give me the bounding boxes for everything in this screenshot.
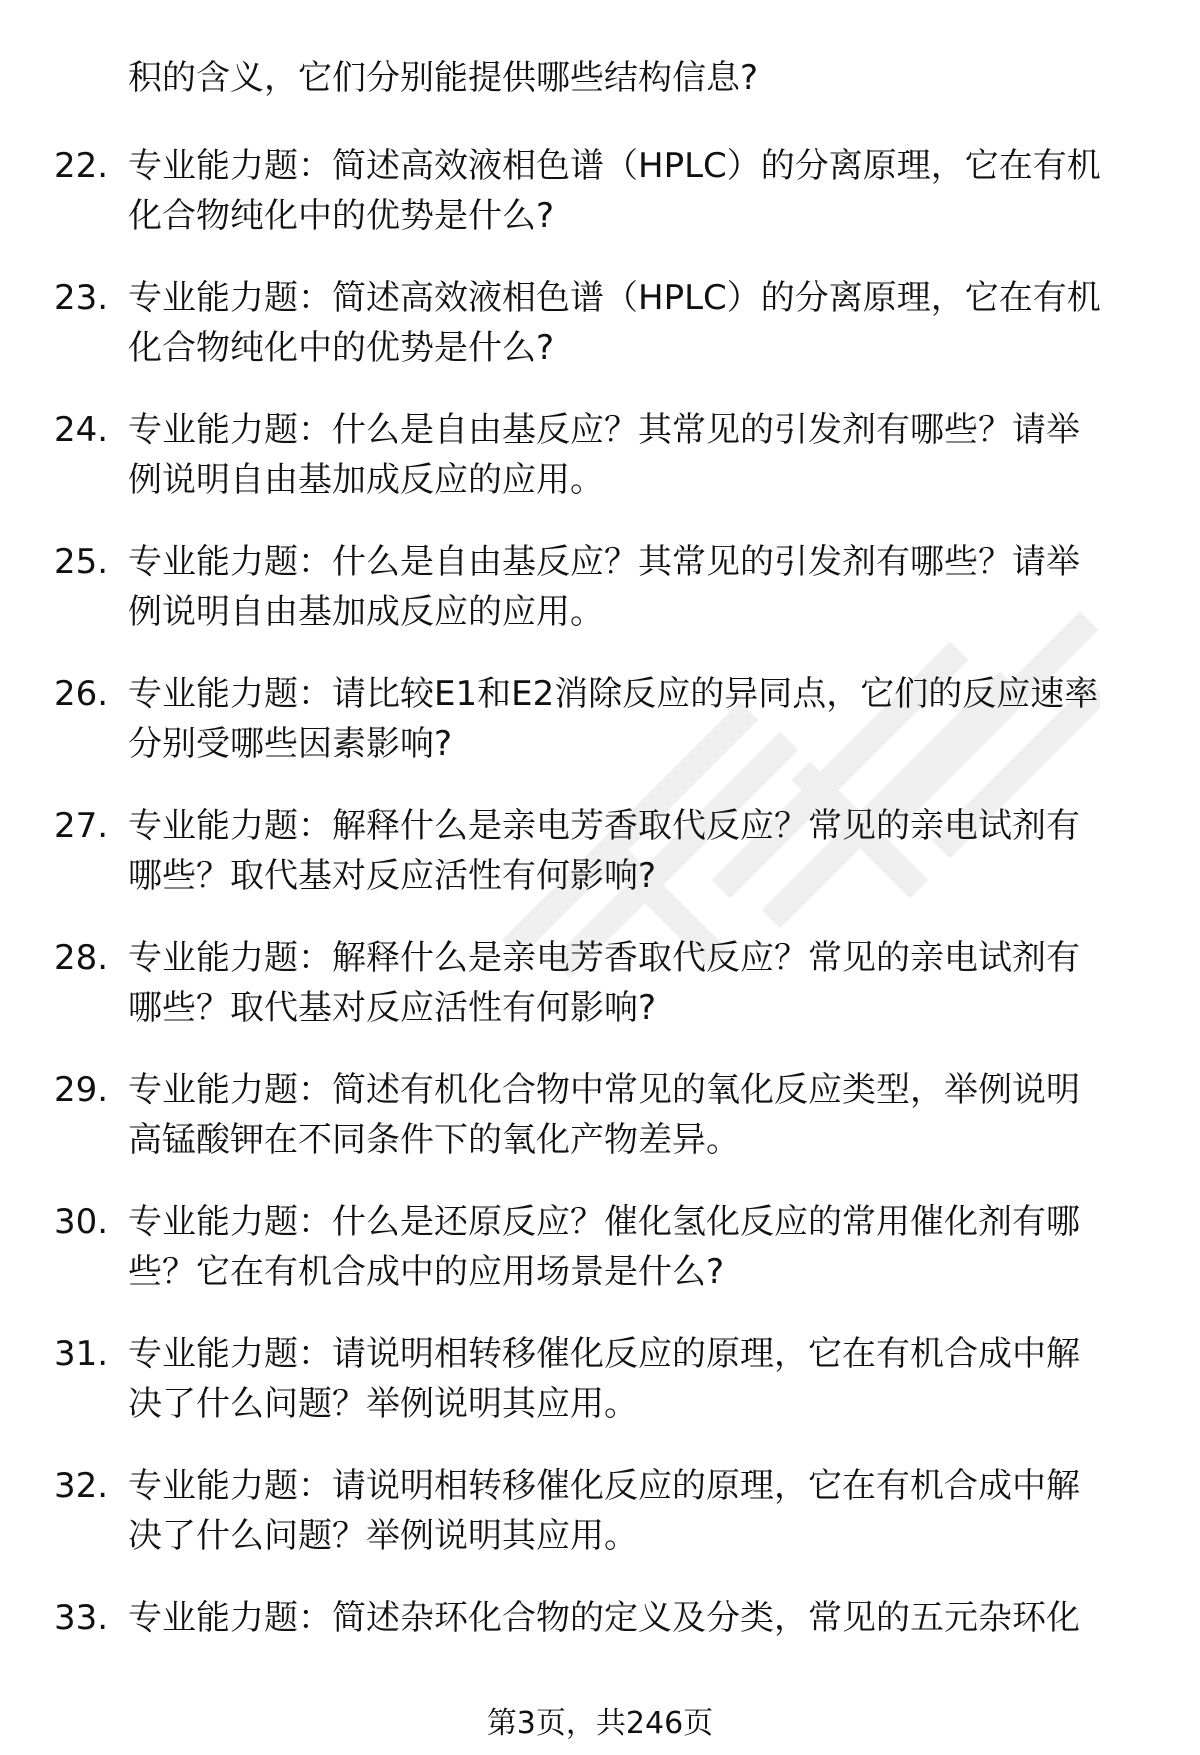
- question-number: 22.: [54, 146, 109, 186]
- question-number: 33.: [54, 1598, 109, 1638]
- question-text-line: 例说明自由基加成反应的应用。: [128, 460, 604, 500]
- question-text-line: 决了什么问题？举例说明其应用。: [128, 1516, 638, 1556]
- question-item: [0, 536, 1200, 668]
- question-number: 32.: [54, 1466, 109, 1506]
- question-text-line: 哪些？取代基对反应活性有何影响?: [128, 988, 657, 1028]
- question-text-line: 专业能力题：简述有机化合物中常见的氧化反应类型，举例说明: [128, 1070, 1080, 1110]
- question-number: 26.: [54, 674, 109, 714]
- question-number: 30.: [54, 1202, 109, 1242]
- question-text-line: 化合物纯化中的优势是什么?: [128, 328, 555, 368]
- question-text-line: 专业能力题：请说明相转移催化反应的原理，它在有机合成中解: [128, 1334, 1080, 1374]
- question-item: [0, 272, 1200, 404]
- question-text-line: 专业能力题：简述高效液相色谱（HPLC）的分离原理，它在有机: [128, 278, 1101, 318]
- question-number: 24.: [54, 410, 109, 450]
- question-number: 27.: [54, 806, 109, 846]
- question-number: 31.: [54, 1334, 109, 1374]
- question-text-line: 哪些？取代基对反应活性有何影响?: [128, 856, 657, 896]
- question-item: [0, 1196, 1200, 1328]
- question-text-line: 高锰酸钾在不同条件下的氧化产物差异。: [128, 1120, 740, 1160]
- question-item: [0, 404, 1200, 536]
- question-item: [0, 1328, 1200, 1460]
- question-text-line: 化合物纯化中的优势是什么?: [128, 196, 555, 236]
- question-text-line: 专业能力题：解释什么是亲电芳香取代反应？常见的亲电试剂有: [128, 806, 1080, 846]
- question-text-line: 专业能力题：请说明相转移催化反应的原理，它在有机合成中解: [128, 1466, 1080, 1506]
- question-text-line: 决了什么问题？举例说明其应用。: [128, 1384, 638, 1424]
- question-list: [0, 140, 1200, 1724]
- question-item: [0, 1460, 1200, 1592]
- question-text-line: 专业能力题：简述高效液相色谱（HPLC）的分离原理，它在有机: [128, 146, 1101, 186]
- question-text-line: 专业能力题：什么是还原反应？催化氢化反应的常用催化剂有哪: [128, 1202, 1080, 1242]
- question-text-line: 专业能力题：什么是自由基反应？其常见的引发剂有哪些？请举: [128, 410, 1080, 450]
- question-item: [0, 800, 1200, 932]
- question-number: 23.: [54, 278, 109, 318]
- question-text-line: 专业能力题：什么是自由基反应？其常见的引发剂有哪些？请举: [128, 542, 1080, 582]
- question-text-line: 例说明自由基加成反应的应用。: [128, 592, 604, 632]
- question-number: 29.: [54, 1070, 109, 1110]
- question-text-line: 专业能力题：解释什么是亲电芳香取代反应？常见的亲电试剂有: [128, 938, 1080, 978]
- question-item: [0, 140, 1200, 272]
- question-text-line: 分别受哪些因素影响?: [128, 724, 453, 764]
- question-text-line: 专业能力题：简述杂环化合物的定义及分类，常见的五元杂环化: [128, 1598, 1080, 1638]
- question-item: [0, 1064, 1200, 1196]
- question-text-line: 些？它在有机合成中的应用场景是什么?: [128, 1252, 725, 1292]
- question-number: 25.: [54, 542, 109, 582]
- question-item: [0, 668, 1200, 800]
- continuation-text: 积的含义，它们分别能提供哪些结构信息?: [128, 58, 759, 98]
- question-number: 28.: [54, 938, 109, 978]
- question-text-line: 专业能力题：请比较E1和E2消除反应的异同点，它们的反应速率: [128, 674, 1099, 714]
- page-footer: 第3页，共246页: [486, 1706, 714, 1741]
- question-item: [0, 932, 1200, 1064]
